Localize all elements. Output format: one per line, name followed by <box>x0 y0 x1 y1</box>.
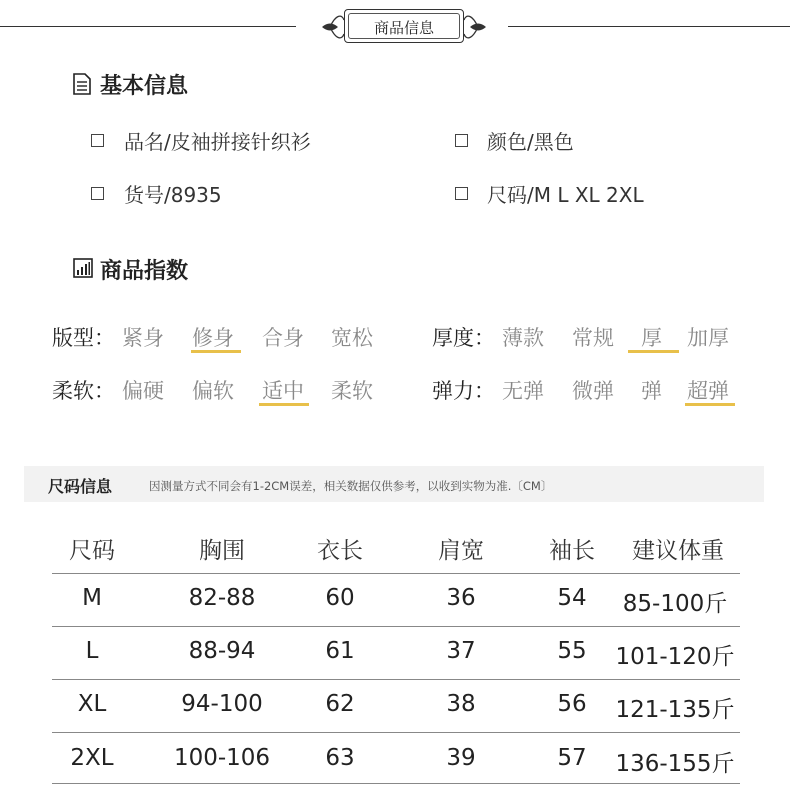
cell-sleeve: 57 <box>557 745 587 771</box>
softness-label: 柔软： <box>52 379 115 403</box>
product-sizes: 尺码/M L XL 2XL <box>487 183 644 207</box>
banner-divider-left <box>0 26 296 27</box>
elasticity-option-selected: 超弹 <box>687 379 729 403</box>
size-info-note: 因测量方式不同会有1-2CM误差，相关数据仅供参考，以收到实物为准.〔CM〕 <box>149 479 553 493</box>
product-sku: 货号/8935 <box>124 183 222 207</box>
cell-shoulder: 38 <box>446 691 476 717</box>
bar-chart-icon <box>73 258 93 278</box>
elasticity-option: 无弹 <box>502 379 544 403</box>
elasticity-option: 弹 <box>641 379 662 403</box>
table-row-divider <box>52 573 740 574</box>
thickness-option: 加厚 <box>687 326 729 350</box>
elasticity-option: 微弹 <box>572 379 614 403</box>
cell-shoulder: 36 <box>446 585 476 611</box>
fit-option: 合身 <box>262 326 304 350</box>
checkbox-icon <box>455 134 468 147</box>
fit-selected-underline <box>191 350 241 353</box>
softness-option-selected: 适中 <box>262 379 304 403</box>
banner-divider-right <box>508 26 790 27</box>
table-row-divider <box>52 732 740 733</box>
cell-sleeve: 54 <box>557 585 587 611</box>
cell-chest: 82-88 <box>188 585 256 611</box>
table-header-sleeve: 袖长 <box>549 538 595 564</box>
table-row-divider <box>52 626 740 627</box>
checkbox-icon <box>91 134 104 147</box>
banner-title: 商品信息 <box>373 19 434 37</box>
cell-shoulder: 39 <box>446 745 476 771</box>
elasticity-label: 弹力： <box>432 379 495 403</box>
table-header-shoulder: 肩宽 <box>438 538 484 564</box>
product-index-heading: 商品指数 <box>100 259 189 284</box>
fit-option: 宽松 <box>331 326 373 350</box>
table-row-divider <box>52 783 740 784</box>
fit-option: 紧身 <box>122 326 164 350</box>
cell-chest: 88-94 <box>188 638 256 664</box>
cell-size: XL <box>77 691 107 717</box>
thickness-option: 薄款 <box>502 326 544 350</box>
document-icon <box>73 73 91 95</box>
thickness-option-selected: 厚 <box>641 326 662 350</box>
cell-weight: 136-155斤 <box>615 751 735 777</box>
size-info-title: 尺码信息 <box>48 477 113 496</box>
cell-size: L <box>85 638 99 664</box>
thickness-selected-underline <box>628 350 679 353</box>
cell-shoulder: 37 <box>446 638 476 664</box>
cell-weight: 85-100斤 <box>622 591 728 617</box>
cell-length: 63 <box>325 745 355 771</box>
cell-weight: 121-135斤 <box>615 697 735 723</box>
cell-sleeve: 56 <box>557 691 587 717</box>
size-info-band <box>24 466 764 502</box>
cell-length: 60 <box>325 585 355 611</box>
product-name: 品名/皮袖拼接针织衫 <box>124 130 311 154</box>
fit-option-selected: 修身 <box>192 326 234 350</box>
cell-sleeve: 55 <box>557 638 587 664</box>
table-header-size: 尺码 <box>69 538 115 564</box>
thickness-label: 厚度： <box>432 326 495 350</box>
banner-title-box <box>344 9 464 43</box>
fit-label: 版型： <box>52 326 115 350</box>
softness-selected-underline <box>259 403 309 406</box>
basic-info-heading: 基本信息 <box>100 74 189 99</box>
elasticity-selected-underline <box>685 403 735 406</box>
cell-chest: 94-100 <box>181 691 263 717</box>
table-header-length: 衣长 <box>317 538 363 564</box>
table-row-divider <box>52 679 740 680</box>
cell-size: 2XL <box>70 745 114 771</box>
softness-option: 偏软 <box>192 379 234 403</box>
product-color: 颜色/黑色 <box>487 130 574 154</box>
cell-length: 62 <box>325 691 355 717</box>
checkbox-icon <box>91 187 104 200</box>
table-header-chest: 胸围 <box>199 538 245 564</box>
table-header-weight: 建议体重 <box>632 538 724 564</box>
thickness-option: 常规 <box>572 326 614 350</box>
softness-option: 柔软 <box>331 379 373 403</box>
softness-option: 偏硬 <box>122 379 164 403</box>
cell-length: 61 <box>325 638 355 664</box>
checkbox-icon <box>455 187 468 200</box>
cell-weight: 101-120斤 <box>615 644 735 670</box>
cell-size: M <box>82 585 102 611</box>
cell-chest: 100-106 <box>173 745 271 771</box>
